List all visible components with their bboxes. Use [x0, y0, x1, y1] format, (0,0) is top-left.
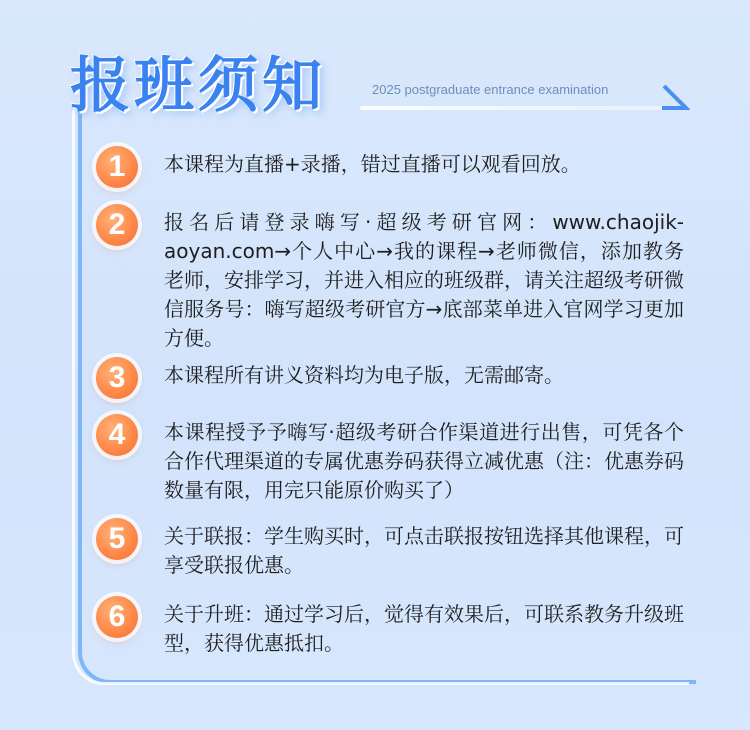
item-text: 报名后请登录嗨写·超级考研官网：www.chaojik-aoyan.com→个人中心→我的课程→老师微信，添加教务老师，安排学习，并进入相应的班级群，请关注超级考研微信服务号：嗨写超级考研官方→底部菜单进入官网学习更加方便。: [164, 210, 684, 350]
item-text: 本课程为直播+录播，错过直播可以观看回放。: [164, 152, 581, 176]
subtitle-underline: [360, 106, 672, 110]
subtitle-banner: [360, 80, 690, 110]
item-text: 关于联报：学生购买时，可点击联报按钮选择其他课程，可享受联报优惠。: [164, 524, 684, 577]
content-frame: [78, 108, 696, 684]
number-badge: 5: [96, 518, 138, 560]
number-badge: 6: [96, 596, 138, 638]
arrow-corner-icon: [660, 84, 690, 114]
item-text: 本课程授予予嗨写·超级考研合作渠道进行出售，可凭各个合作代理渠道的专属优惠券码获得立减优惠（注：优惠券码数量有限，用完只能原价购买了）: [164, 420, 684, 502]
number-badge: 1: [96, 146, 138, 188]
number-badge: 2: [96, 204, 138, 246]
item-text: 关于升班：通过学习后，觉得有效果后，可联系教务升级班型，获得优惠抵扣。: [164, 602, 684, 655]
number-badge: 3: [96, 357, 138, 399]
page-title: 报班须知: [70, 51, 326, 121]
page-subtitle: 2025 postgraduate entrance examination: [372, 82, 609, 97]
number-badge: 4: [96, 414, 138, 456]
item-text: 本课程所有讲义资料均为电子版，无需邮寄。: [164, 363, 564, 387]
